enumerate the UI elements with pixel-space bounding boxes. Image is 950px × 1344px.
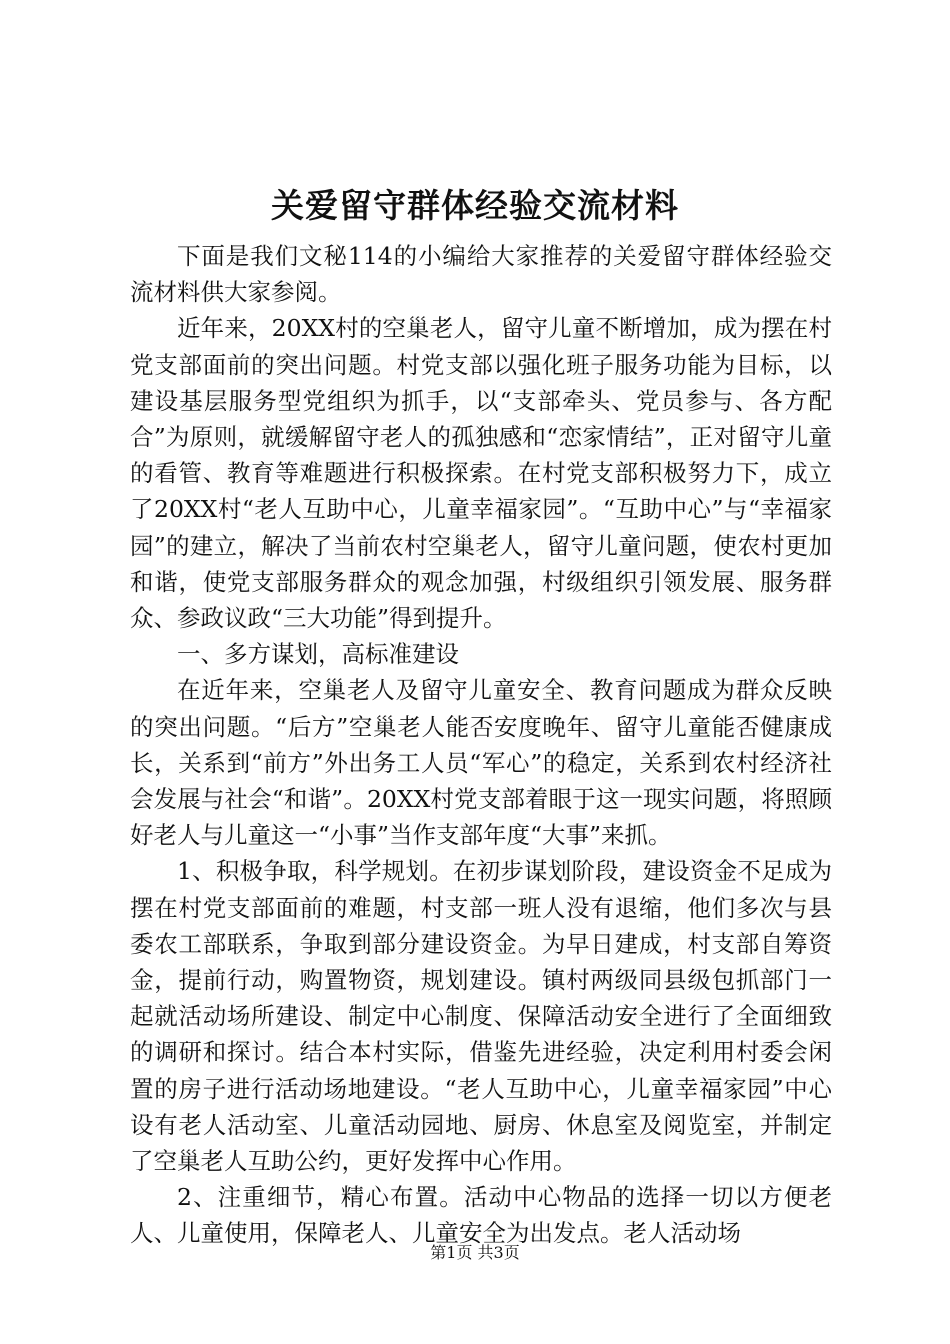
page-footer: 第1页 共3页 <box>430 1243 520 1262</box>
section-heading-1: 一、多方谋划，高标准建设 <box>177 640 459 669</box>
paragraph-item-1: 1、积极争取，科学规划。在初步谋划阶段，建设资金不足成为摆在村党支部面前的难题，村支部一班人没有退缩，他们多次与县委农工部联系，争取到部分建设资金。为早日建成，村支部自筹资金，提前行动，购置物资，规划建设。镇村两级同县级包抓部门一起就活动场所建设、制定中心制度、保障活动安全进行了全面细致的调研和探讨。结合本村实际，借鉴先进经验，决定利用村委会闲置的房子进行活动场地建设。“老人互助中心，儿童幸福家园”中心设有老人活动室、儿童活动园地、厨房、休息室及阅览室，并制定了空巢老人互助公约，更好发挥中心作用。 <box>130 857 832 1176</box>
document-title: 关爱留守群体经验交流材料 <box>271 186 679 225</box>
paragraph-background: 近年来，20XX村的空巢老人，留守儿童不断增加，成为摆在村党支部面前的突出问题。村党支部以强化班子服务功能为目标，以建设基层服务型党组织为抓手，以“支部牵头、党员参与、各方配合”为原则，就缓解留守老人的孤独感和“恋家情结”，正对留守儿童的看管、教育等难题进行积极探索。在村党支部积极努力下，成立了20XX村“老人互助中心，儿童幸福家园”。“互助中心”与“幸福家园”的建立，解决了当前农村空巢老人，留守儿童问题，使农村更加和谐，使党支部服务群众的观念加强，村级组织引领发展、服务群众、参政议政“三大功能”得到提升。 <box>130 314 832 633</box>
document-body <box>130 238 832 1252</box>
paragraph-section-1: 在近年来，空巢老人及留守儿童安全、教育问题成为群众反映的突出问题。“后方”空巢老人能否安度晚年、留守儿童能否健康成长，关系到“前方”外出务工人员“军心”的稳定，关系到农村经济社会发展与社会“和谐”。20XX村党支部着眼于这一现实问题，将照顾好老人与儿童这一“小事”当作支部年度“大事”来抓。 <box>130 676 832 850</box>
paragraph-intro: 下面是我们文秘114的小编给大家推荐的关爱留守群体经验交流材料供大家参阅。 <box>130 242 832 307</box>
paragraph-item-2: 2、注重细节，精心布置。活动中心物品的选择一切以方便老人、儿童使用，保障老人、儿童安全为出发点。老人活动场 <box>130 1183 832 1248</box>
